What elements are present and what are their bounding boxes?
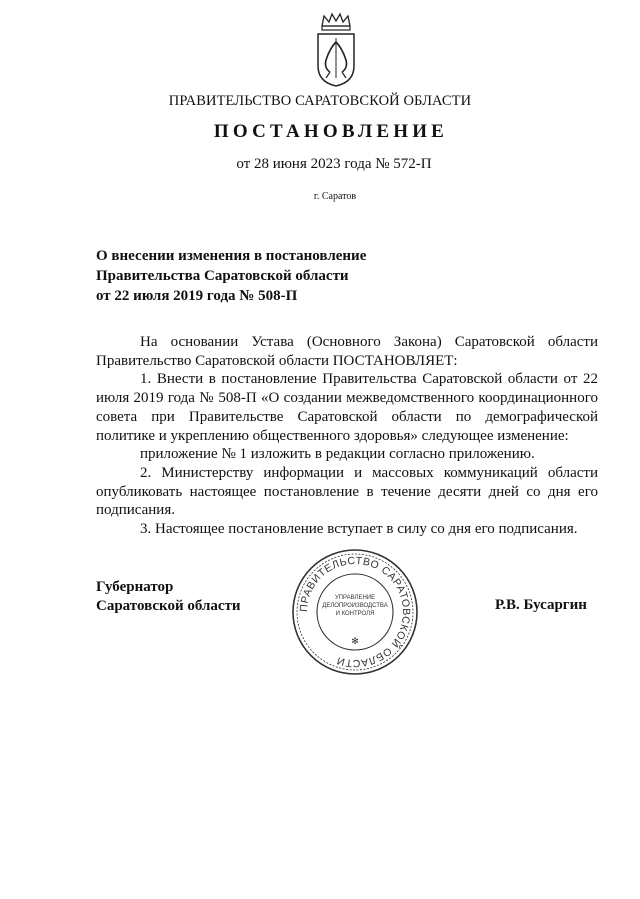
body-paragraph-item-1-detail: приложение № 1 изложить в редакции согласно приложению.: [140, 446, 535, 463]
body-paragraph-item-3: 3. Настоящее постановление вступает в силу со дня его подписания.: [140, 521, 578, 538]
subject-line: Правительства Саратовской области: [96, 268, 349, 284]
seal-star-icon: ✻: [351, 636, 359, 646]
document-type-title: ПОСТАНОВЛЕНИЕ: [213, 121, 449, 142]
document-city: г. Саратов: [313, 191, 357, 202]
signatory-name: Р.В. Бусаргин: [495, 597, 587, 613]
subject-line: О внесении изменения в постановление: [96, 248, 367, 264]
body-paragraph-item-1: 1. Внести в постановление Правительства Саратовской области от 22 июля 2019 года № 508-П «О создании межведомственного координационного совета при Правительстве Саратовской области по демографической политике и укреплению общественного здоровья» следующее изменение:: [96, 371, 598, 444]
seal-ring-text: ПРАВИТЕЛЬСТВО САРАТОВСКОЙ ОБЛАСТИ: [297, 554, 413, 670]
document-subject: [96, 246, 496, 306]
seal-center-text: УПРАВЛЕНИЕ ДЕЛОПРОИЗВОДСТВА И КОНТРОЛЯ: [322, 595, 388, 617]
document-body: [96, 333, 598, 539]
official-seal-stamp: [291, 548, 419, 676]
body-paragraph-item-2: 2. Министерству информации и массовых коммуникаций области опубликовать настоящее постановление в течение десяти дней со дня его подписания.: [96, 464, 598, 519]
coat-of-arms-emblem: [312, 12, 360, 88]
signatory-title-line: Саратовской области: [96, 598, 241, 614]
document-date-number: от 28 июня 2023 года № 572-П: [236, 156, 432, 172]
subject-line: от 22 июля 2019 года № 508-П: [96, 288, 298, 304]
signatory-title-line: Губернатор: [96, 579, 174, 595]
body-paragraph-basis: На основании Устава (Основного Закона) Саратовской области Правительство Саратовской области ПОСТАНОВЛЯЕТ:: [96, 334, 598, 369]
signatory-title: [96, 578, 241, 616]
government-name: ПРАВИТЕЛЬСТВО САРАТОВСКОЙ ОБЛАСТИ: [168, 93, 472, 109]
